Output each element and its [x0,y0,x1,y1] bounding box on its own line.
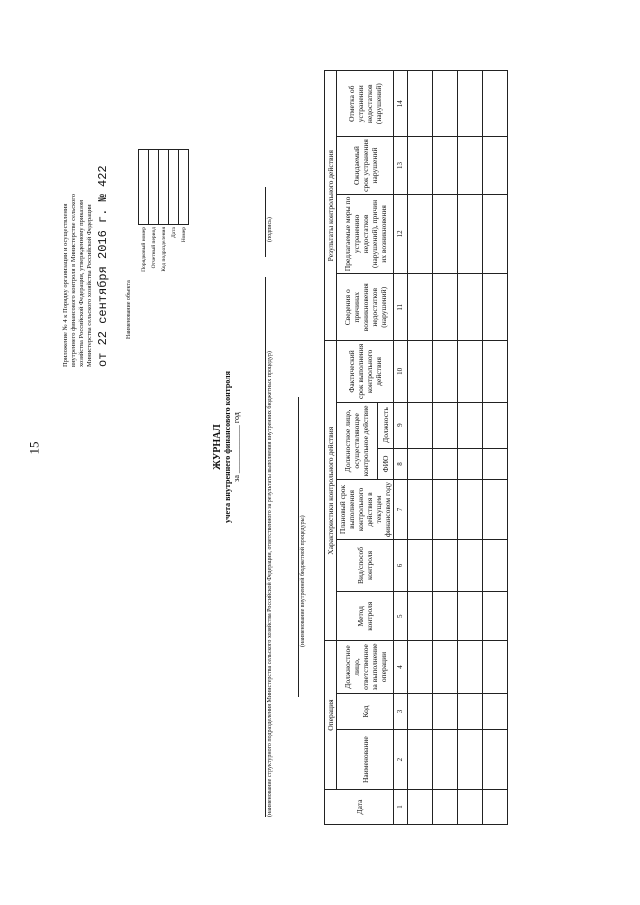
col-number: 7 [394,480,408,539]
table-cell [408,274,433,341]
header-mark: Отметка об устранении недостатков (нарушений) [337,71,394,137]
table-cell [433,341,458,402]
header-causes: Сведения о причинах возникновения недостатков (нарушений) [337,274,394,341]
journal-table [324,70,508,825]
table-cell [408,71,433,137]
table-cell [433,539,458,592]
codes-label: Порядковый номер [140,227,147,272]
col-number: 8 [394,448,408,480]
table-cell [408,641,433,694]
header-results: Результаты контрольного действия [325,71,337,341]
table-cell [483,641,508,694]
title-line-3: за ____________ год [232,412,241,482]
table-cell [408,448,433,480]
table-cell [408,480,433,539]
table-cell [408,341,433,402]
table-cell [408,592,433,641]
table-cell [433,641,458,694]
header-planned: Плановый срок выполнения контрольного действия в текущем финансовом году [337,480,394,539]
procedure-line [298,397,299,697]
codes-label: Номер [180,227,187,243]
codes-box [149,150,159,225]
codes-label: Код подразделения [160,227,167,272]
table-cell [483,71,508,137]
table-cell [483,539,508,592]
title-line-1: ЖУРНАЛ [212,424,223,470]
signature-caption: (подпись) [267,217,273,242]
table-cell [458,194,483,274]
table-cell [458,539,483,592]
codes-box [169,150,179,225]
col-number: 10 [394,341,408,402]
table-cell [483,790,508,825]
table-cell [408,790,433,825]
header-characteristics: Характеристики контрольного действия [325,341,337,641]
table-cell [483,730,508,790]
codes-box [159,150,169,225]
codes-label: Дата [170,227,177,238]
col-number: 5 [394,592,408,641]
table-cell [433,448,458,480]
header-measures: Предлагаемые меры по устранению недостатков (нарушений), причин их возникновения [337,194,394,274]
table-cell [433,274,458,341]
table-cell [458,480,483,539]
header-operation: Операция [325,641,337,790]
table-cell [483,693,508,729]
division-line [265,277,266,817]
table-cell [408,402,433,448]
table-cell [458,274,483,341]
table-cell [458,641,483,694]
appendix-date: от 22 сентября 2016 г. № 422 [96,165,110,367]
journal-title [212,257,241,637]
appendix-line: Министерства сельского хозяйства Российской Федерации [86,204,93,367]
table-cell [433,194,458,274]
table-cell [483,480,508,539]
table-cell [483,341,508,402]
col-number: 9 [394,402,408,448]
col-number: 11 [394,274,408,341]
codes-header: Наименование объекта [126,280,132,339]
header-type: Вид/способ контроля [337,539,394,592]
codes-block [126,69,189,339]
table-cell [433,693,458,729]
col-number: 13 [394,137,408,194]
appendix-line: Приложение № 4 к Порядку организации и осуществления [62,203,69,367]
col-number: 1 [394,790,408,825]
division-caption: (наименование структурного подразделения Министерства сельского хозяйства Российской Федерации, ответственного за результаты выполнения внутренних бюджетных процедур) [267,351,273,817]
table-cell [483,194,508,274]
table-cell [458,402,483,448]
table-cell [408,194,433,274]
table-cell [408,730,433,790]
table-cell [483,402,508,448]
table-cell [458,790,483,825]
table-cell [458,137,483,194]
header-actual: Фактический срок выполнения контрольного действия [337,341,394,402]
table-cell [458,71,483,137]
table-cell [458,592,483,641]
table-cell [408,539,433,592]
col-number: 3 [394,693,408,729]
table-cell [433,730,458,790]
table-cell [408,137,433,194]
table-cell [433,137,458,194]
signature-line [265,187,266,257]
table-cell [483,137,508,194]
header-officer-group: Должностное лицо, осуществляющее контрольное действие [337,402,378,480]
header-code: Код [337,693,394,729]
header-fio: ФИО [377,448,393,480]
page-number: 15 [26,441,42,455]
title-line-2: учета внутреннего финансового контроля [223,371,232,523]
codes-box [139,150,149,225]
header-date: Дата [325,790,394,825]
table-cell [458,448,483,480]
col-number: 4 [394,641,408,694]
table-row [458,71,483,825]
header-position: Должность [377,402,393,448]
appendix-line: внутреннего финансового контроля в Министерстве сельского [70,194,77,367]
table-cell [458,693,483,729]
table-cell [458,730,483,790]
header-method: Метод контроля [337,592,394,641]
codes-label: Отчетный период [150,227,157,269]
table-cell [433,592,458,641]
table-row [433,71,458,825]
table-cell [458,341,483,402]
codes-box [179,150,189,225]
procedure-caption: (наименование внутренней бюджетной процедуры) [300,515,306,647]
rotated-form [60,57,580,847]
table-cell [408,693,433,729]
col-number: 6 [394,539,408,592]
header-name: Наименование [337,730,394,790]
table-cell [483,592,508,641]
header-deadline: Ожидаемый срок устранения нарушений [337,137,394,194]
table-cell [433,402,458,448]
col-number: 2 [394,730,408,790]
table-cell [483,274,508,341]
table-row [483,71,508,825]
table-cell [433,71,458,137]
col-number: 14 [394,71,408,137]
appendix-note [62,67,111,367]
table-cell [433,790,458,825]
appendix-line: хозяйства Российской Федерации, утвержденному приказом [78,199,85,367]
header-responsible: Должностное лицо, ответственное за выполнение операции [337,641,394,694]
table-cell [483,448,508,480]
col-number: 12 [394,194,408,274]
table-cell [433,480,458,539]
table-row [408,71,433,825]
codes-table [138,149,189,299]
